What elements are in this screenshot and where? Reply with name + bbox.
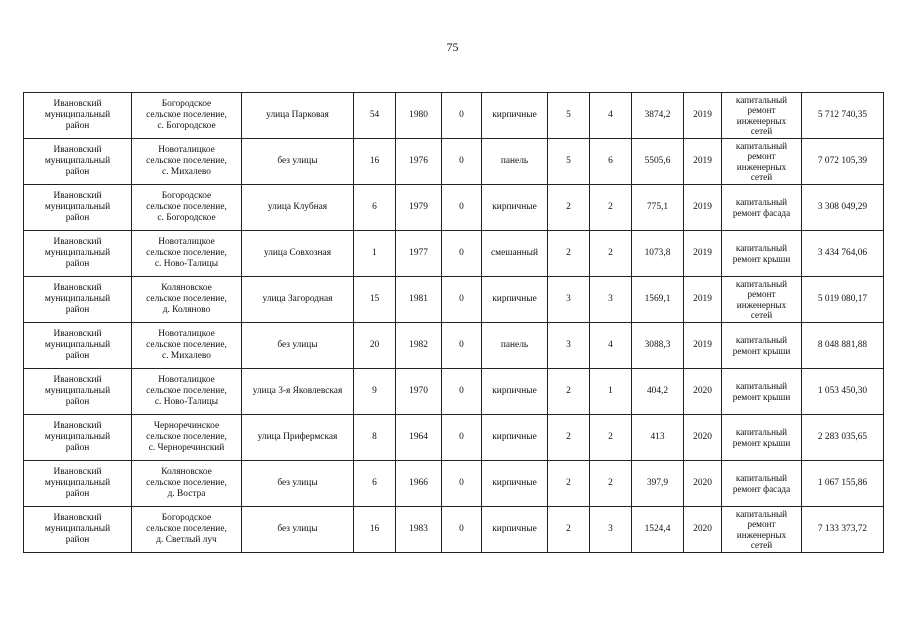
zero-value-cell: 0: [442, 507, 482, 553]
zero-value-cell: 0: [442, 323, 482, 369]
entrances-cell: 3: [590, 277, 632, 323]
plan-year-cell: 2020: [684, 461, 722, 507]
housing-repair-table: [23, 92, 884, 553]
table-row: [24, 507, 884, 553]
plan-year-cell: 2019: [684, 93, 722, 139]
table-row: [24, 93, 884, 139]
settlement-cell: Новоталицкое сельское поселение, с. Ново-Талицы: [132, 369, 242, 415]
house-number-cell: 20: [354, 323, 396, 369]
entrances-cell: 2: [590, 461, 632, 507]
area-cell: 1569,1: [632, 277, 684, 323]
district-cell: Ивановский муниципальный район: [24, 415, 132, 461]
settlement-cell: Новоталицкое сельское поселение, с. Михалево: [132, 323, 242, 369]
floors-cell: 2: [548, 185, 590, 231]
area-cell: 397,9: [632, 461, 684, 507]
build-year-cell: 1964: [396, 415, 442, 461]
area-cell: 1524,4: [632, 507, 684, 553]
table-row: [24, 139, 884, 185]
settlement-cell: Богородское сельское поселение, д. Светлый луч: [132, 507, 242, 553]
build-year-cell: 1970: [396, 369, 442, 415]
page-number: 75: [446, 40, 459, 54]
area-cell: 5505,6: [632, 139, 684, 185]
build-year-cell: 1983: [396, 507, 442, 553]
area-cell: 413: [632, 415, 684, 461]
build-year-cell: 1982: [396, 323, 442, 369]
house-number-cell: 16: [354, 139, 396, 185]
cost-cell: 2 283 035,65: [802, 415, 884, 461]
zero-value-cell: 0: [442, 415, 482, 461]
plan-year-cell: 2019: [684, 185, 722, 231]
area-cell: 3088,3: [632, 323, 684, 369]
table-row: [24, 461, 884, 507]
street-cell: без улицы: [242, 323, 354, 369]
cost-cell: 5 712 740,35: [802, 93, 884, 139]
table-row: [24, 369, 884, 415]
entrances-cell: 3: [590, 507, 632, 553]
cost-cell: 7 072 105,39: [802, 139, 884, 185]
entrances-cell: 4: [590, 93, 632, 139]
floors-cell: 2: [548, 369, 590, 415]
wall-material-cell: кирпичные: [482, 277, 548, 323]
settlement-cell: Богородское сельское поселение, с. Богородское: [132, 93, 242, 139]
area-cell: 1073,8: [632, 231, 684, 277]
street-cell: улица Загородная: [242, 277, 354, 323]
wall-material-cell: смешанный: [482, 231, 548, 277]
street-cell: без улицы: [242, 139, 354, 185]
cost-cell: 3 308 049,29: [802, 185, 884, 231]
plan-year-cell: 2019: [684, 323, 722, 369]
entrances-cell: 6: [590, 139, 632, 185]
floors-cell: 3: [548, 323, 590, 369]
cost-cell: 5 019 080,17: [802, 277, 884, 323]
floors-cell: 5: [548, 139, 590, 185]
street-cell: улица Прифермская: [242, 415, 354, 461]
street-cell: без улицы: [242, 507, 354, 553]
district-cell: Ивановский муниципальный район: [24, 231, 132, 277]
plan-year-cell: 2020: [684, 369, 722, 415]
entrances-cell: 2: [590, 231, 632, 277]
cost-cell: 8 048 881,88: [802, 323, 884, 369]
zero-value-cell: 0: [442, 139, 482, 185]
house-number-cell: 1: [354, 231, 396, 277]
floors-cell: 2: [548, 507, 590, 553]
work-type-cell: капитальный ремонт фасада: [722, 185, 802, 231]
plan-year-cell: 2020: [684, 507, 722, 553]
table-body: [24, 93, 884, 553]
wall-material-cell: кирпичные: [482, 369, 548, 415]
district-cell: Ивановский муниципальный район: [24, 323, 132, 369]
work-type-cell: капитальный ремонт инженерных сетей: [722, 277, 802, 323]
street-cell: улица Совхозная: [242, 231, 354, 277]
district-cell: Ивановский муниципальный район: [24, 277, 132, 323]
district-cell: Ивановский муниципальный район: [24, 139, 132, 185]
house-number-cell: 6: [354, 461, 396, 507]
settlement-cell: Коляновское сельское поселение, д. Востра: [132, 461, 242, 507]
wall-material-cell: кирпичные: [482, 507, 548, 553]
build-year-cell: 1977: [396, 231, 442, 277]
zero-value-cell: 0: [442, 461, 482, 507]
zero-value-cell: 0: [442, 93, 482, 139]
plan-year-cell: 2019: [684, 277, 722, 323]
house-number-cell: 9: [354, 369, 396, 415]
work-type-cell: капитальный ремонт крыши: [722, 415, 802, 461]
table-row: [24, 277, 884, 323]
zero-value-cell: 0: [442, 277, 482, 323]
floors-cell: 2: [548, 461, 590, 507]
house-number-cell: 54: [354, 93, 396, 139]
build-year-cell: 1981: [396, 277, 442, 323]
district-cell: Ивановский муниципальный район: [24, 93, 132, 139]
cost-cell: 1 067 155,86: [802, 461, 884, 507]
wall-material-cell: панель: [482, 139, 548, 185]
area-cell: 404,2: [632, 369, 684, 415]
district-cell: Ивановский муниципальный район: [24, 369, 132, 415]
zero-value-cell: 0: [442, 185, 482, 231]
work-type-cell: капитальный ремонт фасада: [722, 461, 802, 507]
settlement-cell: Коляновское сельское поселение, д. Коляново: [132, 277, 242, 323]
entrances-cell: 2: [590, 185, 632, 231]
zero-value-cell: 0: [442, 231, 482, 277]
plan-year-cell: 2019: [684, 139, 722, 185]
settlement-cell: Новоталицкое сельское поселение, с. Михалево: [132, 139, 242, 185]
entrances-cell: 1: [590, 369, 632, 415]
street-cell: улица Клубная: [242, 185, 354, 231]
table-row: [24, 323, 884, 369]
plan-year-cell: 2019: [684, 231, 722, 277]
work-type-cell: капитальный ремонт крыши: [722, 323, 802, 369]
table-row: [24, 415, 884, 461]
floors-cell: 2: [548, 231, 590, 277]
table-row: [24, 185, 884, 231]
entrances-cell: 4: [590, 323, 632, 369]
settlement-cell: Новоталицкое сельское поселение, с. Ново-Талицы: [132, 231, 242, 277]
cost-cell: 3 434 764,06: [802, 231, 884, 277]
wall-material-cell: кирпичные: [482, 461, 548, 507]
work-type-cell: капитальный ремонт крыши: [722, 231, 802, 277]
wall-material-cell: кирпичные: [482, 93, 548, 139]
build-year-cell: 1966: [396, 461, 442, 507]
street-cell: улица Парковая: [242, 93, 354, 139]
work-type-cell: капитальный ремонт инженерных сетей: [722, 139, 802, 185]
floors-cell: 2: [548, 415, 590, 461]
street-cell: улица 3-я Яковлевская: [242, 369, 354, 415]
floors-cell: 5: [548, 93, 590, 139]
work-type-cell: капитальный ремонт инженерных сетей: [722, 93, 802, 139]
area-cell: 3874,2: [632, 93, 684, 139]
work-type-cell: капитальный ремонт крыши: [722, 369, 802, 415]
table-row: [24, 231, 884, 277]
house-number-cell: 16: [354, 507, 396, 553]
settlement-cell: Богородское сельское поселение, с. Богородское: [132, 185, 242, 231]
floors-cell: 3: [548, 277, 590, 323]
plan-year-cell: 2020: [684, 415, 722, 461]
wall-material-cell: кирпичные: [482, 415, 548, 461]
wall-material-cell: кирпичные: [482, 185, 548, 231]
wall-material-cell: панель: [482, 323, 548, 369]
street-cell: без улицы: [242, 461, 354, 507]
build-year-cell: 1979: [396, 185, 442, 231]
district-cell: Ивановский муниципальный район: [24, 185, 132, 231]
district-cell: Ивановский муниципальный район: [24, 507, 132, 553]
work-type-cell: капитальный ремонт инженерных сетей: [722, 507, 802, 553]
build-year-cell: 1980: [396, 93, 442, 139]
zero-value-cell: 0: [442, 369, 482, 415]
cost-cell: 1 053 450,30: [802, 369, 884, 415]
settlement-cell: Черноречинское сельское поселение, с. Черноречинский: [132, 415, 242, 461]
entrances-cell: 2: [590, 415, 632, 461]
build-year-cell: 1976: [396, 139, 442, 185]
house-number-cell: 6: [354, 185, 396, 231]
area-cell: 775,1: [632, 185, 684, 231]
cost-cell: 7 133 373,72: [802, 507, 884, 553]
house-number-cell: 15: [354, 277, 396, 323]
house-number-cell: 8: [354, 415, 396, 461]
district-cell: Ивановский муниципальный район: [24, 461, 132, 507]
